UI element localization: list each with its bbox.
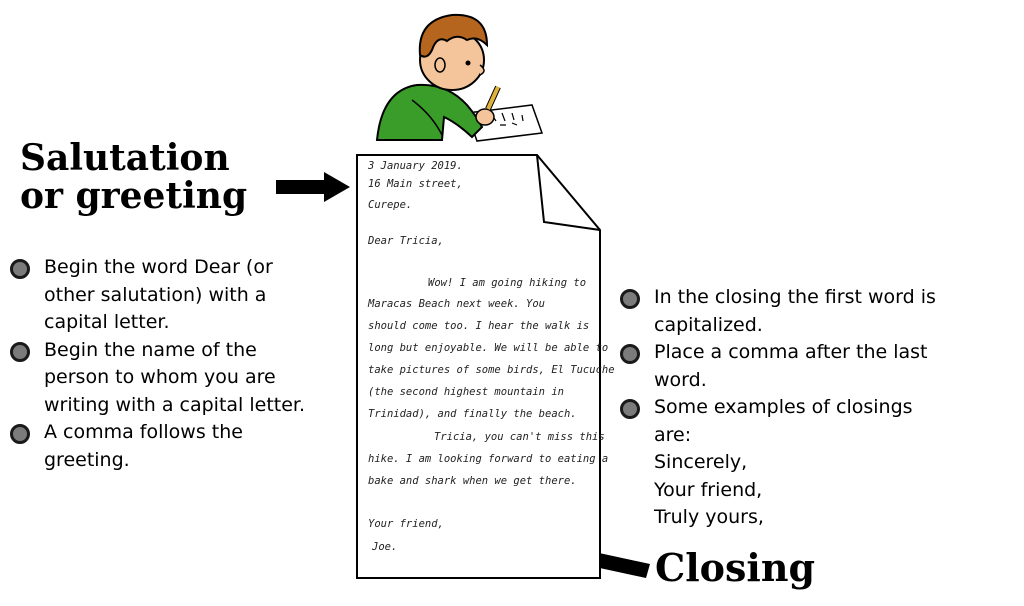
list-item: A comma follows the greeting. [10,419,320,474]
closing-rules-list [620,284,950,532]
bullet-dot-icon [620,344,640,364]
closing-example: Sincerely, [654,451,748,473]
letter-address-line-1: 16 Main street, [368,178,463,190]
closing-example: Truly yours, [654,506,764,528]
bullet-dot-icon [620,399,640,419]
salutation-rules-list [10,254,320,474]
arrow-right-icon [274,170,354,204]
letter-body-line: take pictures of some birds, El Tucuche [368,364,615,376]
boy-writing-icon [372,5,547,145]
bullet-dot-icon [10,424,30,444]
letter-body-line: (the second highest mountain in [368,386,564,398]
list-item: In the closing the first word is capitalized. [620,284,950,339]
letter-body-line: should come too. I hear the walk is [368,320,590,332]
letter-body-line: Wow! I am going hiking to [428,277,587,289]
list-item: Place a comma after the last word. [620,339,950,394]
bullet-dot-icon [10,342,30,362]
letter-greeting: Dear Tricia, [368,235,444,247]
letter-body-line: Maracas Beach next week. You [368,298,546,310]
letter-body-line: bake and shark when we get there. [368,475,577,487]
list-item: Begin the name of the person to whom you are writing with a capital letter. [10,337,320,420]
list-item: Some examples of closings are: [620,394,950,449]
letter-body-line: hike. I am looking forward to eating a [368,453,609,465]
closing-heading: Closing [655,545,816,590]
bullet-dot-icon [620,289,640,309]
letter-signature: Joe. [372,541,398,553]
letter-body-line: long but enjoyable. We will be able to [368,342,609,354]
letter-body-line: Tricia, you can't miss this [434,431,605,443]
salutation-heading: Salutation or greeting [20,137,248,217]
closing-example: Your friend, [654,478,763,501]
bullet-dot-icon [10,259,30,279]
letter-address-line-2: Curepe. [368,199,413,211]
closing-examples [620,449,950,532]
letter-date: 3 January 2019. [368,160,463,172]
list-item: Begin the word Dear (or other salutation) with a capital letter. [10,254,320,337]
letter-closing: Your friend, [368,518,444,530]
letter-body-line: Trinidad), and finally the beach. [368,408,577,420]
